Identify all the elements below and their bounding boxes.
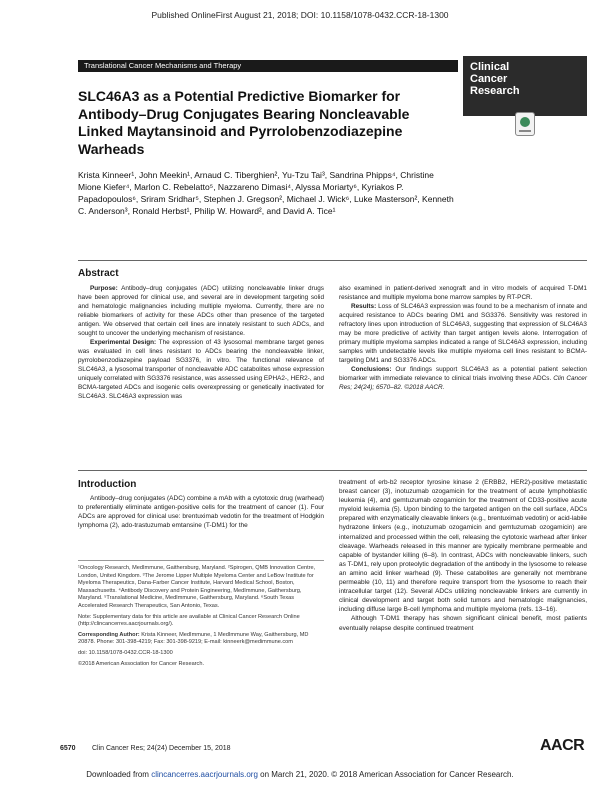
download-line: Downloaded from clincancerres.aacrjournals.org on March 21, 2020. © 2018 American Association for Cancer Research. [86, 770, 514, 779]
affiliations: ¹Oncology Research, MedImmune, Gaithersburg, Maryland. ²Spirogen, QMB Innovation Centre, London, United Kingdom. ³The Jerome Lipper Multiple Myeloma Center and LeBow Institute for Myeloma Therapeutics, Dana-Farber Cancer Institute, Harvard Medical School, Boston, Massachusetts. ⁴Antibody Discovery and Protein Engineering, MedImmune, Gaithersburg, Maryland. ⁵Translational Medicine, MedImmune, Gaithersburg, Maryland. ⁶South Texas Accelerated Research Therapeutics, San Antonio, Texas. [78, 565, 316, 609]
journal-name-line2: Cancer [470, 73, 508, 85]
footnote-rule [78, 560, 324, 561]
journal-reference: Clin Cancer Res; 24(24) December 15, 2018 [92, 745, 231, 752]
abstract-bottom-rule [78, 470, 587, 471]
published-online-line: Published OnlineFirst August 21, 2018; DOI: 10.1158/1078-0432.CCR-18-1300 [151, 10, 449, 20]
intro-paragraph-continued: treatment of erb-b2 receptor tyrosine kinase 2 (ERBB2, HER2)-positive metastatic breast cancer (3), inotuzumab ozogamicin for the treatment of acute lymphoblastic leukemia (4), and gemtuzumab ozogamicin for the treatment of CD33-positive acute myeloid leukemia (5). Upon binding to the targeted antigen on the cell surface, ADCs prepared with enzymatically cleavable linkers (e.g., brentuximab vedotin) or acid-labile hydrazone linkers (e.g., inotuzumab ozogamicin and gemtuzumab ozogamicin) are internalized and processed within the cell, releasing the cytotoxic warhead after linker cleavage. Warheads released in this manner are typically membrane permeable and capable of bystander killing (6–8). In contrast, ADCs with noncleavable linkers, such as T-DM1, rely upon proteolytic degradation of the antibody in the lysosome to release an amino acid linker warhead (9). These catabolites are generally not membrane permeable (10, 11) and therefore require transport from the lysosome to reach their intracellular target (12). Several ADCs utilizing noncleavable linkers are currently in clinical development and target both solid tumors and hematologic malignancies, including diffuse large B-cell lymphoma and multiple myeloma (refs. 13–16). [339, 479, 587, 614]
supplementary-note: Note: Supplementary data for this article are available at Clinical Cancer Research Online (http://clincancerres.aacrjournals.org/). [78, 613, 300, 628]
abstract-top-rule [78, 260, 587, 261]
abstract-right-column [339, 284, 587, 392]
journal-logo [463, 56, 587, 116]
abstract-left-column [78, 284, 324, 401]
page-number: 6570 [60, 745, 76, 752]
intro-paragraph-2: Although T-DM1 therapy has shown significant clinical benefit, most patients eventually relapse despite continued treatment [339, 615, 587, 632]
download-link[interactable]: clincancerres.aacrjournals.org [151, 770, 258, 779]
journal-name-line3: Research [470, 85, 520, 97]
abstract-purpose: Purpose: Antibody–drug conjugates (ADC) utilizing noncleavable linker drugs have been approved for clinical use, and several are in development targeting solid and hematologic malignancies including multiple myeloma. Currently, there are no reliable biomarkers of activity for these ADCs other than presence of the targeted antigen. We observed that certain cell lines are innately resistant to such ADCs, and sought to uncover the underlying mechanism of resistance. [78, 285, 324, 337]
abstract-results: Results: Loss of SLC46A3 expression was found to be a mechanism of innate and acquired resistance to ADCs bearing DM1 and SG3376. Sensitivity was restored in refractory lines upon introduction of SLC46A3, suggesting that expression of SLC46A3 may be more predictive of activity than target antigen levels alone. Interrogation of primary multiple myeloma samples indicated a range of SLC46A3 expression, including samples with undetectable levels like multiple myeloma cell lines resistant to BCMA-targeting DM1 and SG3376 ADCs. [339, 303, 587, 364]
doi: doi: 10.1158/1078-0432.CCR-18-1300 [78, 649, 173, 656]
footnotes [78, 565, 324, 671]
article-title: SLC46A3 as a Potential Predictive Biomarker for Antibody–Drug Conjugates Bearing Noncleavable Linked Maytansinoid and Pyrrolobenzodiazepine Warheads [78, 88, 410, 157]
abstract-design: Experimental Design: The expression of 43 lysosomal membrane target genes was evaluated in cell lines resistant to ADCs bearing the noncleavable linker, pyrrolobenzodiazepine payload SG3376, in vitro. The functional relevance of SLC46A3, a lysosomal transporter of noncleavable ADC catabolites whose expression uniquely correlated with SG3376 resistance, was assessed using EPHA2-, HER2-, and BCMA-targeted ADCs and isogenic cells overexpressing or genetically inactivated for SLC46A3. SLC46A3 expression was [78, 339, 324, 400]
journal-name-line1: Clinical [470, 61, 510, 73]
intro-left-column [78, 494, 324, 530]
introduction-heading: Introduction [78, 479, 137, 490]
copyright: ©2018 American Association for Cancer Research. [78, 660, 205, 667]
abstract-conclusions: Conclusions: Our findings support SLC46A3 as a potential patient selection biomarker with immediate relevance to clinical trials involving these ADCs. Clin Cancer Res; 24(24); 6570–82. ©2018 AACR. [339, 366, 587, 391]
abstract-heading: Abstract [78, 268, 119, 279]
intro-right-column [339, 478, 587, 633]
corresponding-author: Corresponding Author: Krista Kinneer, MedImmune, 1 MedImmune Way, Gaithersburg, MD 20878. Phone: 301-398-4219; Fax: 301-398-9219; E-mail: kinneerk@medimmune.com [78, 631, 309, 646]
section-banner: Translational Cancer Mechanisms and Therapy [78, 60, 458, 72]
intro-paragraph-1: Antibody–drug conjugates (ADC) combine a mAb with a cytotoxic drug (warhead) to preferentially eliminate antigen-positive cells for the treatment of cancer (1). Four ADCs are approved for clinical use: brentuximab vedotin for the treatment of Hodgkin lymphoma (2), ado-trastuzumab emtansine (T-DM1) for the [78, 495, 324, 530]
abstract-design-continued: also examined in patient-derived xenograft and in vitro models of acquired T-DM1 resistance and multiple myeloma bone marrow samples by RT-PCR. [339, 285, 587, 301]
check-for-updates-icon[interactable] [515, 112, 535, 136]
abstract-citation: Clin Cancer Res; 24(24); 6570–82. ©2018 AACR. [339, 375, 587, 391]
author-list: Krista Kinneer¹, John Meekin¹, Arnaud C. Tiberghien², Yu-Tzu Tai³, Sandrina Phipps⁴, Christine Mione Kiefer⁴, Marlon C. Rebelatto⁵, Nazzareno Dimasi⁴, Alyssa Moriarty⁶, Kyriakos P. Papadopoulos⁶, Sriram Sridhar⁵, Stephen J. Gregson², Michael J. Wick⁶, Luke Masterson², Kenneth C. Anderson³, Ronald Herbst¹, Philip W. Howard², and David A. Tice¹ [78, 170, 454, 216]
aacr-logo: AACR [540, 737, 585, 754]
